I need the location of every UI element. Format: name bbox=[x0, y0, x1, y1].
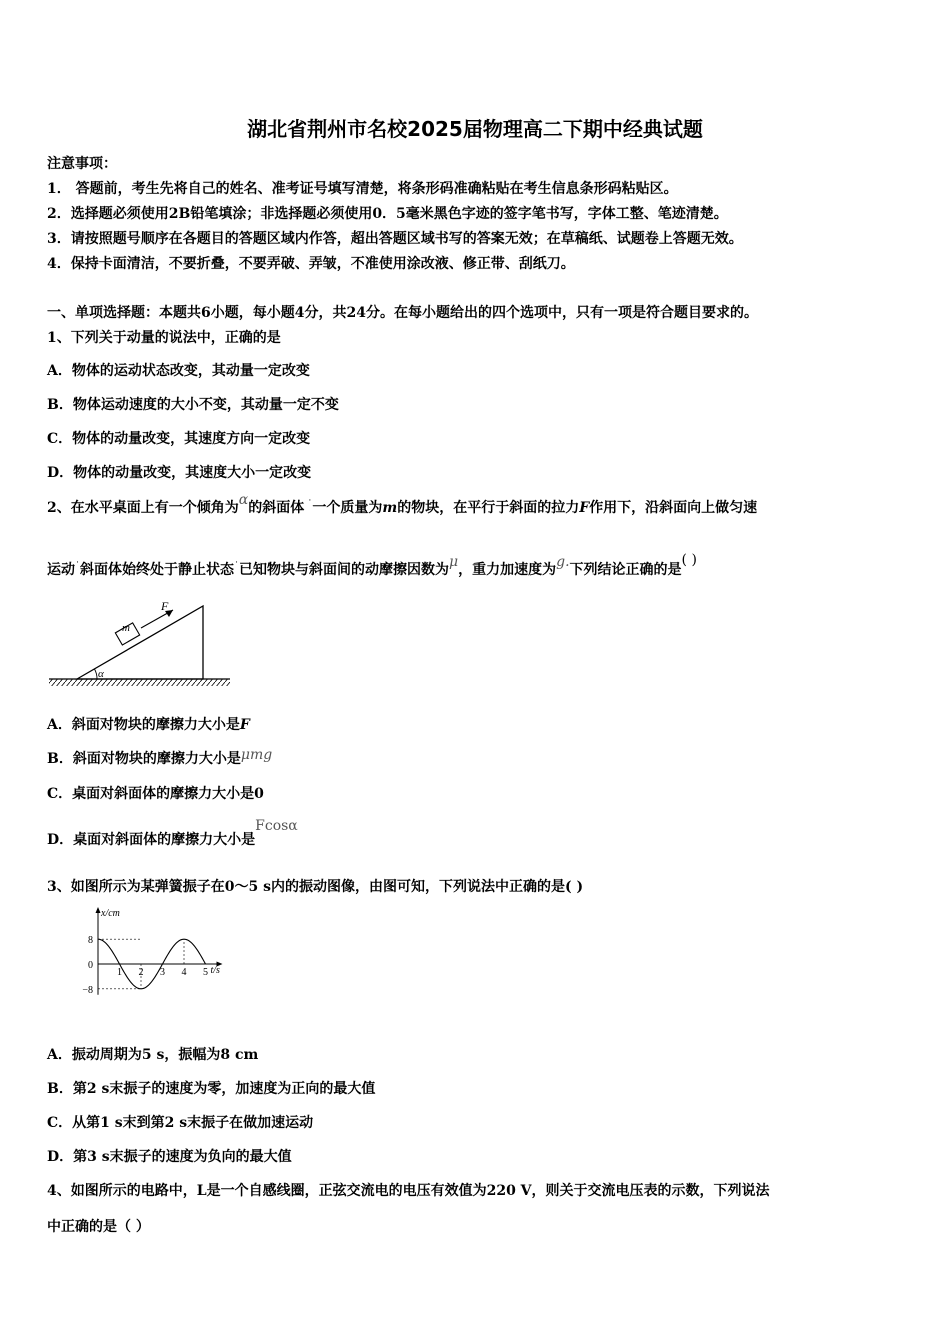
q3-option-c: C．从第1 s末到第2 s末振子在做加速运动 bbox=[47, 1115, 314, 1131]
page-title: 湖北省荆州市名校2025届物理高二下期中经典试题 bbox=[247, 117, 703, 141]
x-axis-label: t/s bbox=[210, 965, 220, 976]
y-tick-label: −8 bbox=[82, 984, 93, 996]
q2-text: 斜面体始终处于静止状态 bbox=[80, 562, 234, 578]
q2-text: 运动 bbox=[47, 562, 75, 578]
y-axis-arrow bbox=[96, 907, 101, 913]
x-tick-label: 3 bbox=[160, 967, 165, 978]
angle-arc bbox=[95, 669, 98, 679]
q2-text: 2、在水平桌面上有一个倾角为 bbox=[47, 500, 239, 516]
fcos-alpha: Fcosα bbox=[255, 818, 298, 834]
q3-option-d: D．第3 s末振子的速度为负向的最大值 bbox=[47, 1149, 292, 1165]
q2-option-b bbox=[47, 748, 272, 768]
q1-option-b: B．物体运动速度的大小不变，其动量一定不变 bbox=[47, 397, 339, 413]
question-3-stem: 3、如图所示为某弹簧振子在0～5 s内的振动图像，由图可知，下列说法中正确的是( ) bbox=[47, 879, 584, 895]
question-4-stem-line2: 中正确的是（ ） bbox=[47, 1219, 150, 1235]
notice-item: 3．请按照题号顺序在各题目的答题区域内作答，超出答题区域书写的答案无效；在草稿纸、试题卷上答题无效。 bbox=[47, 231, 743, 247]
q2-option-c: C．桌面对斜面体的摩擦力大小是0 bbox=[47, 786, 264, 802]
q2-option-a-math: F bbox=[239, 717, 250, 733]
angle-label: α bbox=[98, 668, 104, 680]
g-symbol: g. bbox=[556, 554, 570, 570]
incline-figure bbox=[45, 598, 235, 690]
q2-option-d-math bbox=[255, 818, 298, 834]
mass-symbol: m bbox=[382, 500, 398, 516]
notice-heading: 注意事项： bbox=[47, 156, 117, 172]
force-label: F bbox=[161, 599, 169, 613]
x-tick-label: 4 bbox=[181, 967, 187, 978]
q2-text: 一个质量为 bbox=[312, 500, 383, 516]
q2-text: 的物块，在平行于斜面的拉力 bbox=[397, 500, 580, 516]
x-tick-label: 2 bbox=[138, 967, 144, 978]
q3-option-b: B．第2 s末振子的速度为零，加速度为正向的最大值 bbox=[47, 1081, 376, 1097]
question-1-stem: 1、下列关于动量的说法中，正确的是 bbox=[47, 330, 281, 346]
q1-option-c: C．物体的动量改变，其速度方向一定改变 bbox=[47, 431, 311, 447]
q2-option-b-math: μmg bbox=[240, 747, 273, 763]
q2-text: 已知物块与斜面间的动摩擦因数为 bbox=[239, 562, 449, 578]
q1-option-a: A．物体的运动状态改变，其动量一定改变 bbox=[47, 363, 310, 379]
oscillation-chart bbox=[76, 904, 226, 1004]
q3-option-a: A．振动周期为5 s，振幅为8 cm bbox=[47, 1047, 259, 1063]
question-2-stem-line2: 运动˙斜面体始终处于静止状态˙已知物块与斜面间的动摩擦因数为μ，重力加速度为g.下列结论正确的是( ) bbox=[47, 552, 697, 578]
question-4-stem-line1: 4、如图所示的电路中，L是一个自感线圈，正弦交流电的电压有效值为220 V，则关于交流电压表的示数，下列说法 bbox=[47, 1183, 770, 1199]
q2-text: ，重力加速度为 bbox=[458, 562, 557, 578]
incline-wedge bbox=[77, 606, 203, 679]
force-symbol: F bbox=[579, 500, 590, 516]
alpha-symbol: α bbox=[238, 492, 249, 508]
notice-item: 2．选择题必须使用2B铅笔填涂；非选择题必须使用0．5毫米黑色字迹的签字笔书写，字体工整、笔迹清楚。 bbox=[47, 206, 728, 222]
section-heading: 一、单项选择题：本题共6小题，每小题4分，共24分。在每小题给出的四个选项中，只有一项是符合题目要求的。 bbox=[47, 305, 758, 321]
q2-text: 下列结论正确的是 bbox=[569, 562, 682, 578]
x-tick-label: 1 bbox=[117, 967, 122, 978]
mu-symbol: μ bbox=[449, 554, 459, 570]
q2-option-a-text: A．斜面对物块的摩擦力大小是 bbox=[47, 717, 240, 733]
q2-text: 的斜面体 bbox=[248, 500, 305, 516]
q2-option-b-text: B．斜面对物块的摩擦力大小是 bbox=[47, 751, 241, 767]
answer-paren: ( ) bbox=[681, 552, 697, 568]
x-tick-label: 5 bbox=[203, 967, 208, 978]
q2-text: 作用下，沿斜面向上做匀速 bbox=[589, 500, 758, 516]
y-tick-label: 8 bbox=[88, 935, 93, 947]
q1-option-d: D．物体的动量改变，其速度大小一定改变 bbox=[47, 465, 312, 481]
mass-label: m bbox=[122, 622, 130, 634]
question-2-stem-line1: 2、在水平桌面上有一个倾角为α的斜面体 ˙一个质量为m的物块，在平行于斜面的拉力F作用下，沿斜面向上做匀速 bbox=[47, 492, 758, 516]
y-axis-label: x/cm bbox=[101, 908, 120, 919]
notice-item: 4．保持卡面清洁，不要折叠，不要弄破、弄皱，不准使用涂改液、修正带、刮纸刀。 bbox=[47, 256, 575, 272]
notice-item: 1． 答题前，考生先将自己的姓名、准考证号填写清楚，将条形码准确粘贴在考生信息条形码粘贴区。 bbox=[47, 181, 678, 197]
ground-hatch bbox=[49, 679, 230, 686]
y-tick-label: 0 bbox=[88, 960, 93, 971]
q2-option-d-text: D．桌面对斜面体的摩擦力大小是 bbox=[47, 832, 256, 848]
q2-option-d bbox=[47, 818, 298, 849]
q2-option-a bbox=[47, 714, 250, 734]
